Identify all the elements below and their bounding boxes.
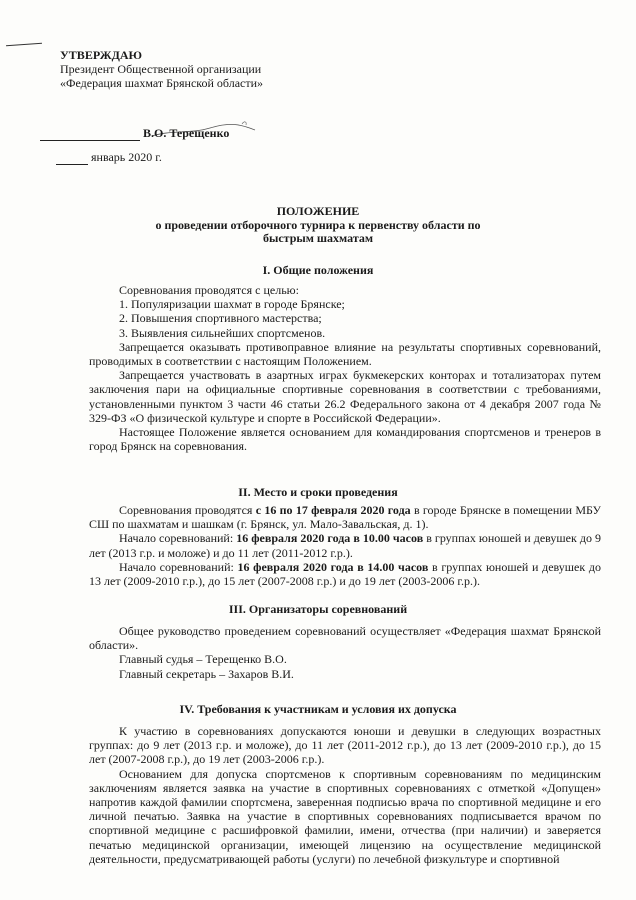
s3-para1: Общее руководство проведением соревнований осуществляет «Федерация шахмат Брянской области». xyxy=(89,624,601,653)
approval-block xyxy=(60,48,360,90)
document-title xyxy=(0,205,636,245)
s4-para2: Основанием для допуска спортсменов к спортивным соревнованиям по медицинским заключениям является заявка на участие в спортивных соревнованиях с отметкой «Допущен» напротив каждой фамилии спортсмена, заверенная подписью врача по спортивной медицине и его личной печатью. Заявка на участие в спортивных соревнованиях подписывается врачом по спортивной медицине с расшифровкой фамилии, имени, отчества (при наличии) и заверяется печатью медицинской организации, имеющей лицензию на осуществление медицинской деятельности, предусматривающей работы (услуги) по лечебной физкультуре и спортивной xyxy=(89,766,601,866)
s1-para1: Запрещается оказывать противоправное влияние на результаты спортивных соревнований, проводимых в соответствии с настоящим Положением. xyxy=(89,339,601,369)
corner-mark xyxy=(6,43,42,47)
s4-para1: К участию в соревнованиях допускаются юноши и девушки в следующих возрастных группах: до 9 лет (2013 г.р. и моложе), до 11 лет (2011-2012 г.р.), до 13 лет (2009-2010 г.р.), до 15 лет (2007-2008 г.р.), до 19 лет (2003-2006 г.р.). xyxy=(89,724,601,767)
s2-para2: Начало соревнований: 16 февраля 2020 года в 10.00 часов в группах юношей и девушек до 9 лет (2013 г.р. и моложе) и до 11 лет (2011-2012 г.р.). xyxy=(89,531,601,560)
section3-heading: III. Организаторы соревнований xyxy=(228,602,408,616)
s3-chief-secretary: Главный секретарь – Захаров В.И. xyxy=(119,666,294,681)
section1-heading: I. Общие положения xyxy=(262,263,374,277)
section4-heading: IV. Требования к участникам и условия их допуска xyxy=(179,702,457,716)
approval-line2: «Федерация шахмат Брянской области» xyxy=(60,76,264,90)
s1-item1: 1. Популяризации шахмат в городе Брянске; xyxy=(119,297,345,312)
section1-body xyxy=(89,283,601,453)
s1-item2: 2. Повышения спортивного мастерства; xyxy=(119,311,322,326)
s2-para3: Начало соревнований: 16 февраля 2020 года в 14.00 часов в группах юношей и девушек до 13 лет (2009-2010 г.р.), до 15 лет (2007-2008 г.р.) и до 19 лет (2003-2006 г.р.). xyxy=(89,559,601,589)
approval-date: январь 2020 г. xyxy=(91,150,162,164)
approval-line1: Президент Общественной организации xyxy=(60,62,262,76)
section2-heading: II. Место и сроки проведения xyxy=(238,485,398,499)
title-sub2: быстрым шахматам xyxy=(262,231,374,245)
title-main: ПОЛОЖЕНИЕ xyxy=(276,204,360,218)
section4-body xyxy=(89,724,601,866)
s1-intro: Соревнования проводятся с целью: xyxy=(119,283,299,297)
s1-para3: Настоящее Положение является основанием для командирования спортсменов и тренеров в город Брянск на соревнования. xyxy=(89,425,601,454)
s1-item3: 3. Выявления сильнейших спортсменов. xyxy=(119,325,326,340)
signer-row xyxy=(40,126,229,141)
signer-name: В.О. Терещенко xyxy=(143,126,230,140)
s3-chief-judge: Главный судья – Терещенко В.О. xyxy=(119,652,287,667)
approval-title: УТВЕРЖДАЮ xyxy=(60,48,143,62)
s1-para2: Запрещается участвовать в азартных играх букмекерских конторах и тотализаторах путем заключения пари на официальные спортивные соревнования в соответствии с требованиями, установленными пунктом 3 части 46 статьи 26.2 Федерального закона от 4 декабря 2007 года № 329-ФЗ «О физической культуре и спорте в Российской Федерации». xyxy=(89,368,601,425)
date-row xyxy=(60,150,162,165)
section2-body xyxy=(89,503,601,588)
s2-para1: Соревнования проводятся с 16 по 17 февраля 2020 года в городе Брянске в помещении МБУ СШ по шахматам и шашкам (г. Брянск, ул. Мало-Завальская, д. 1). xyxy=(89,503,602,532)
section3-body xyxy=(89,624,601,681)
title-sub1: о проведении отборочного турнира к первенству области по xyxy=(155,218,481,232)
